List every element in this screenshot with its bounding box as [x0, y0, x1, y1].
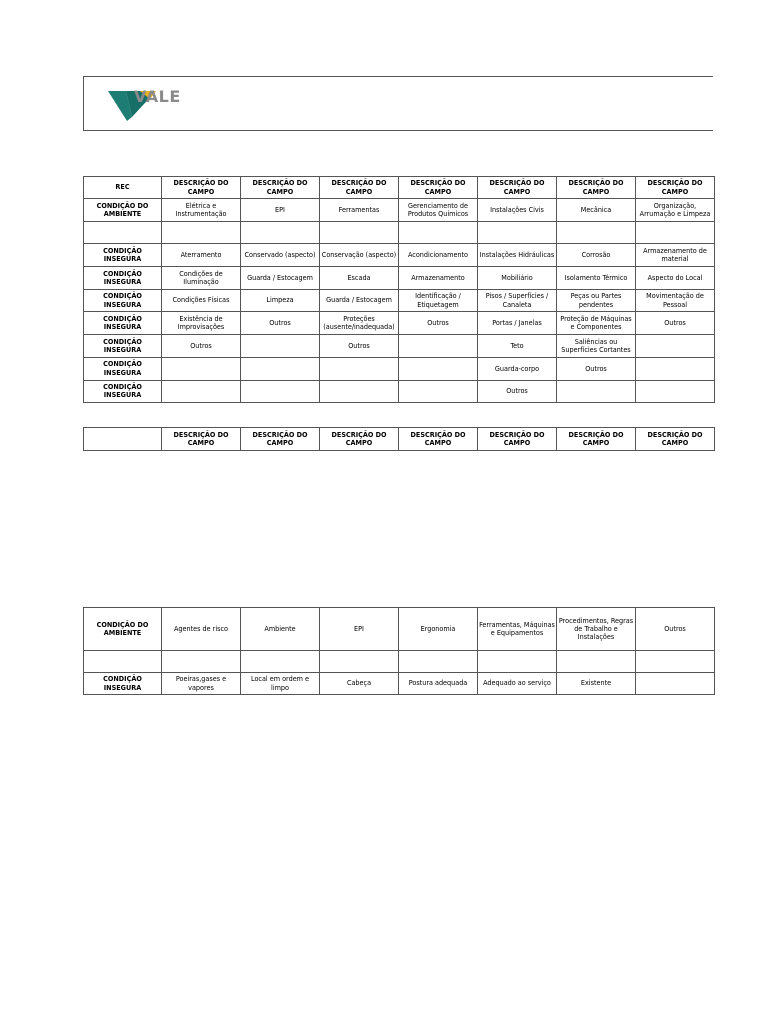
- table-cell: Outros: [478, 380, 557, 403]
- table-cell: [399, 651, 478, 673]
- table-row: [84, 312, 715, 335]
- table-cell: [241, 380, 320, 403]
- table-cell: Procedimentos, Regras de Trabalho e Instalações: [557, 608, 636, 651]
- table-cell: Saliências ou Superfícies Cortantes: [557, 335, 636, 358]
- table-cell: CONDIÇÃO INSEGURA: [84, 267, 162, 290]
- table-cell: Ambiente: [241, 608, 320, 651]
- table-cell: [162, 357, 241, 380]
- table-cell: Corrosão: [557, 244, 636, 267]
- table-cell: [636, 357, 715, 380]
- table-cell: Escada: [320, 267, 399, 290]
- table-cell: Organização, Arrumação e Limpeza: [636, 199, 715, 222]
- table-cell: Outros: [399, 312, 478, 335]
- table-row: [84, 289, 715, 312]
- risk-category-table: [83, 607, 715, 695]
- table-cell: [320, 651, 399, 673]
- table-cell: REC: [84, 177, 162, 199]
- table-cell: Poeiras,gases e vapores: [162, 673, 241, 695]
- table-cell: [557, 380, 636, 403]
- table-cell: [399, 221, 478, 244]
- table-cell: Movimentação de Pessoal: [636, 289, 715, 312]
- table-row: [84, 651, 715, 673]
- table-cell: Outros: [162, 335, 241, 358]
- table-cell: Elétrica e Instrumentação: [162, 199, 241, 222]
- table-cell: Condições de Iluminação: [162, 267, 241, 290]
- table-row: [84, 335, 715, 358]
- table-cell: CONDIÇÃO INSEGURA: [84, 244, 162, 267]
- table-cell: CONDIÇÃO DO AMBIENTE: [84, 608, 162, 651]
- table-cell: [478, 651, 557, 673]
- table-row: [84, 267, 715, 290]
- table-cell: Armazenamento: [399, 267, 478, 290]
- brand-name: VALE: [134, 87, 181, 106]
- table-cell: Pisos / Superfícies / Canaleta: [478, 289, 557, 312]
- table-cell: Ferramentas: [320, 199, 399, 222]
- table-cell: [399, 335, 478, 358]
- table-cell: Conservado (aspecto): [241, 244, 320, 267]
- table-cell: Outros: [636, 608, 715, 651]
- table-cell: Existente: [557, 673, 636, 695]
- table-cell: [84, 221, 162, 244]
- table-cell: Guarda-corpo: [478, 357, 557, 380]
- table-cell: Isolamento Térmico: [557, 267, 636, 290]
- table-cell: [241, 221, 320, 244]
- table-row: [84, 221, 715, 244]
- table-cell: DESCRIÇÃO DO CAMPO: [636, 428, 715, 451]
- table-cell: Adequado ao serviço: [478, 673, 557, 695]
- table-row: [84, 608, 715, 651]
- table-cell: [636, 221, 715, 244]
- table-cell: Mecânica: [557, 199, 636, 222]
- table-cell: Armazenamento de material: [636, 244, 715, 267]
- table-cell: DESCRIÇÃO DO CAMPO: [636, 177, 715, 199]
- table-cell: Outros: [557, 357, 636, 380]
- table-row: [84, 380, 715, 403]
- table-cell: Limpeza: [241, 289, 320, 312]
- table-row: [84, 357, 715, 380]
- table-cell: [241, 335, 320, 358]
- table-cell: Proteção de Máquinas e Componentes: [557, 312, 636, 335]
- table-cell: [241, 357, 320, 380]
- table-cell: Instalações Hidráulicas: [478, 244, 557, 267]
- table-cell: [162, 380, 241, 403]
- table-cell: CONDIÇÃO INSEGURA: [84, 673, 162, 695]
- table-cell: Mobiliário: [478, 267, 557, 290]
- table-cell: [162, 221, 241, 244]
- table-cell: Aspecto do Local: [636, 267, 715, 290]
- table-cell: Outros: [320, 335, 399, 358]
- table-cell: DESCRIÇÃO DO CAMPO: [241, 177, 320, 199]
- table-cell: Ergonomia: [399, 608, 478, 651]
- table-cell: Instalações Civis: [478, 199, 557, 222]
- table-cell: CONDIÇÃO INSEGURA: [84, 357, 162, 380]
- table-cell: CONDIÇÃO DO AMBIENTE: [84, 199, 162, 222]
- table-cell: [636, 673, 715, 695]
- table-cell: Cabeça: [320, 673, 399, 695]
- table-cell: Identificação / Etiquetagem: [399, 289, 478, 312]
- table-cell: [320, 357, 399, 380]
- table-row: [84, 177, 715, 199]
- table-cell: EPI: [320, 608, 399, 651]
- table-cell: Ferramentas, Máquinas e Equipamentos: [478, 608, 557, 651]
- table-cell: DESCRIÇÃO DO CAMPO: [557, 428, 636, 451]
- rec-condition-table: [83, 176, 715, 403]
- document-header: [83, 76, 713, 131]
- table-cell: [84, 428, 162, 451]
- table-cell: CONDIÇÃO INSEGURA: [84, 312, 162, 335]
- table-cell: [241, 651, 320, 673]
- table-cell: Existência de Improvisações: [162, 312, 241, 335]
- table-cell: DESCRIÇÃO DO CAMPO: [320, 428, 399, 451]
- table-cell: [162, 651, 241, 673]
- table-cell: [557, 221, 636, 244]
- table-cell: Local em ordem e limpo: [241, 673, 320, 695]
- table-row: [84, 244, 715, 267]
- table-cell: [636, 335, 715, 358]
- table-cell: Guarda / Estocagem: [241, 267, 320, 290]
- table-cell: Teto: [478, 335, 557, 358]
- table-cell: Outros: [241, 312, 320, 335]
- table-row: [84, 673, 715, 695]
- table-cell: [320, 380, 399, 403]
- table-cell: DESCRIÇÃO DO CAMPO: [399, 177, 478, 199]
- table-cell: Conservação (aspecto): [320, 244, 399, 267]
- table-row: [84, 428, 715, 451]
- table-cell: DESCRIÇÃO DO CAMPO: [478, 177, 557, 199]
- table-cell: [636, 651, 715, 673]
- table-cell: DESCRIÇÃO DO CAMPO: [320, 177, 399, 199]
- table-cell: CONDIÇÃO INSEGURA: [84, 289, 162, 312]
- table-cell: DESCRIÇÃO DO CAMPO: [162, 177, 241, 199]
- table-cell: DESCRIÇÃO DO CAMPO: [557, 177, 636, 199]
- table-cell: DESCRIÇÃO DO CAMPO: [162, 428, 241, 451]
- table-cell: [636, 380, 715, 403]
- table-cell: [478, 221, 557, 244]
- table-cell: [399, 380, 478, 403]
- table-cell: Acondicionamento: [399, 244, 478, 267]
- table-cell: [399, 357, 478, 380]
- table-cell: CONDIÇÃO INSEGURA: [84, 335, 162, 358]
- table-cell: Agentes de risco: [162, 608, 241, 651]
- table-cell: Condições Físicas: [162, 289, 241, 312]
- table-cell: Postura adequada: [399, 673, 478, 695]
- table-row: [84, 199, 715, 222]
- table-cell: Guarda / Estocagem: [320, 289, 399, 312]
- table-cell: Peças ou Partes pendentes: [557, 289, 636, 312]
- table-cell: CONDIÇÃO INSEGURA: [84, 380, 162, 403]
- table-cell: Gerenciamento de Produtos Químicos: [399, 199, 478, 222]
- table-cell: [557, 651, 636, 673]
- table-cell: Proteções (ausente/inadequada): [320, 312, 399, 335]
- table-cell: Aterramento: [162, 244, 241, 267]
- table-cell: DESCRIÇÃO DO CAMPO: [241, 428, 320, 451]
- table-cell: Portas / Janelas: [478, 312, 557, 335]
- field-description-table: [83, 427, 715, 451]
- table-cell: DESCRIÇÃO DO CAMPO: [478, 428, 557, 451]
- table-cell: EPI: [241, 199, 320, 222]
- table-cell: [320, 221, 399, 244]
- table-cell: Outros: [636, 312, 715, 335]
- table-cell: DESCRIÇÃO DO CAMPO: [399, 428, 478, 451]
- table-cell: [84, 651, 162, 673]
